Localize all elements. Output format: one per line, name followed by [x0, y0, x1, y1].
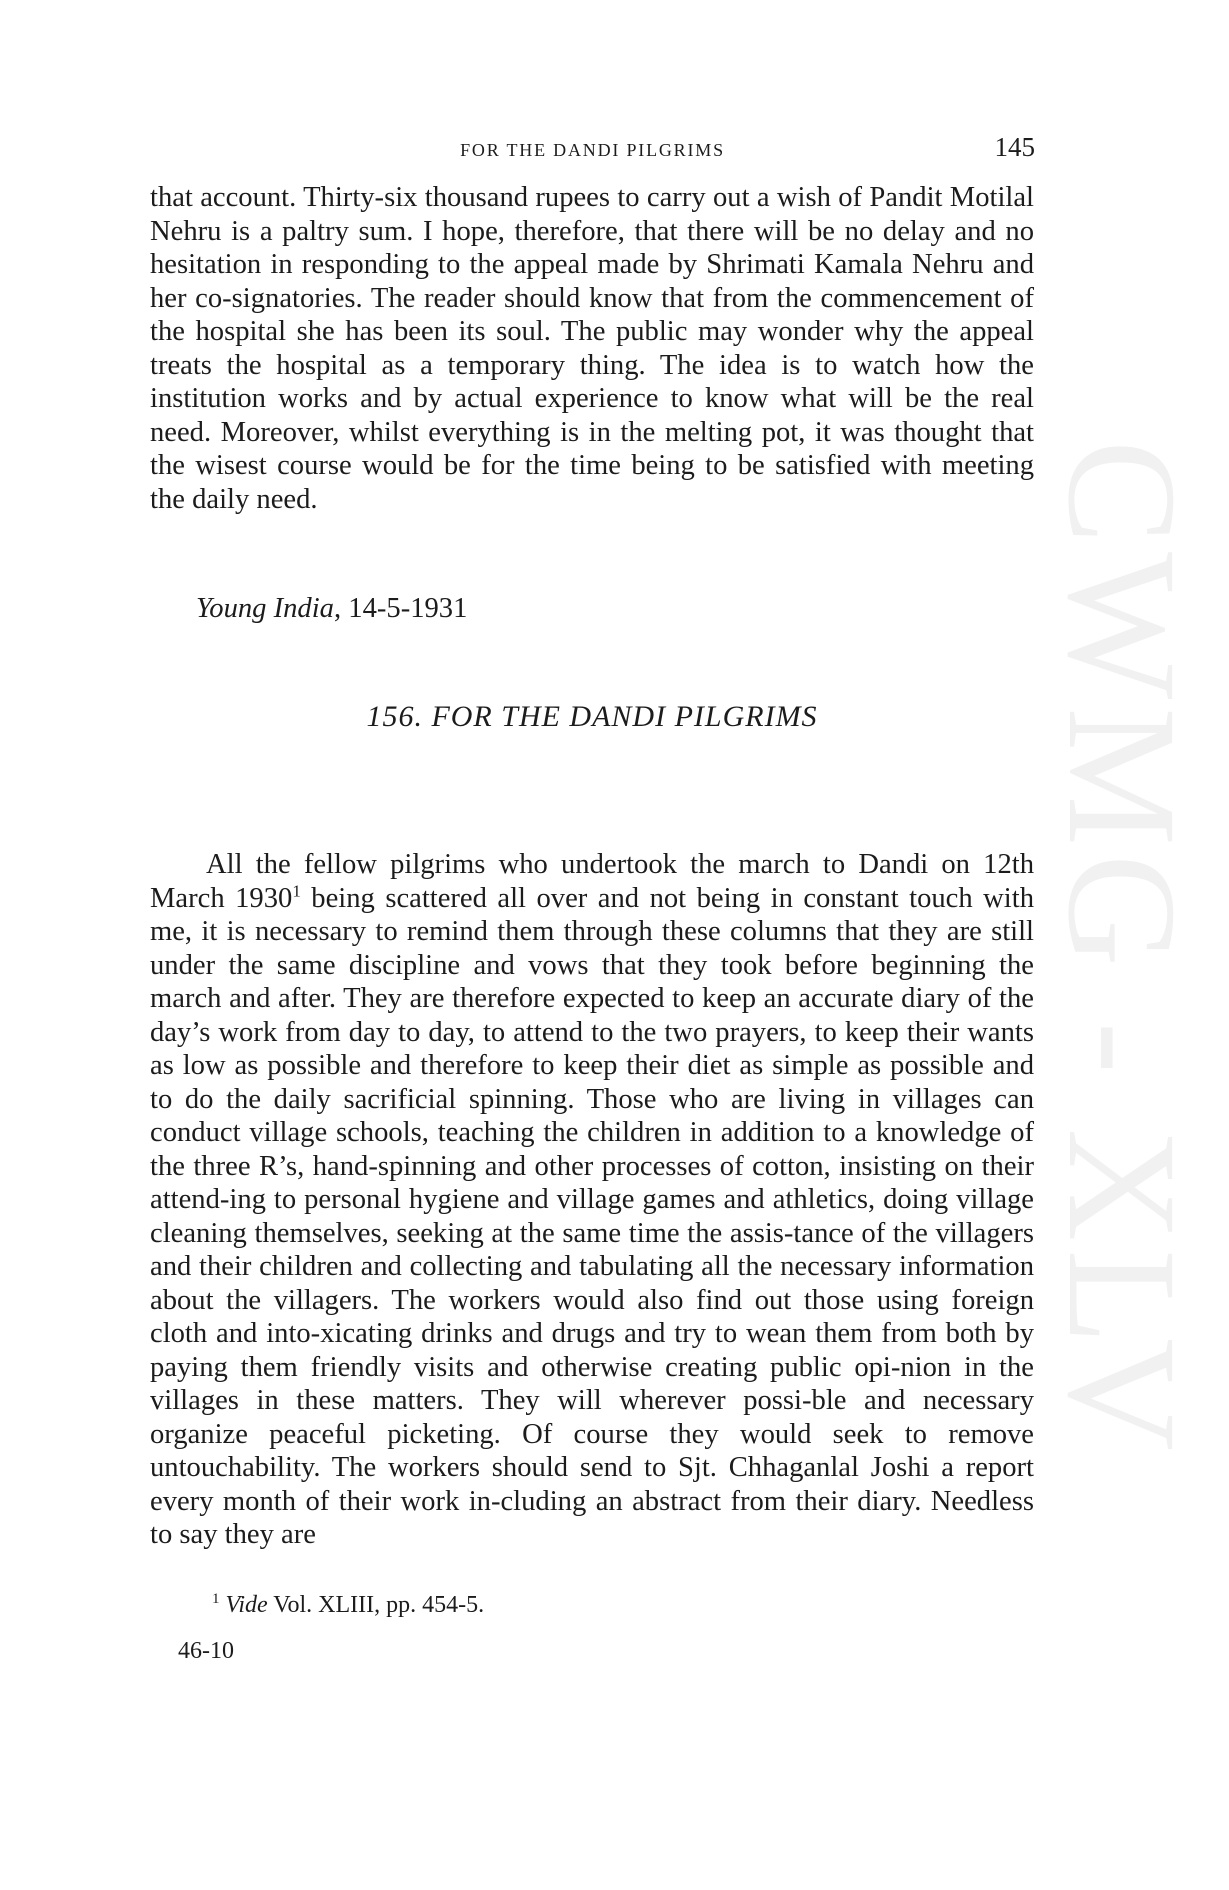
page-number: 145 [994, 132, 1035, 162]
paragraph-text-before-ref: All the fellow pilgrims who undertook the march to Dandi on 12th March 1930 [150, 849, 1034, 914]
source-date: , 14-5-1931 [333, 593, 468, 624]
signature-mark: 46-10 [178, 1638, 234, 1664]
running-title: FOR THE DANDI PILGRIMS [460, 140, 725, 160]
footnote-text: Vol. XLIII, pp. 454-5. [267, 1592, 485, 1618]
watermark-text: CWMG - XLVI [1036, 440, 1209, 1450]
footnote [212, 1592, 484, 1619]
footnote-reference: 1 [292, 880, 301, 900]
source-publication: Young India [196, 593, 334, 624]
paragraph-dandi-pilgrims [150, 848, 1034, 1552]
paragraph-text-after-ref: being scattered all over and not being in constant touch with me, it is necessary to remind them through these columns that they are still under the same discipline and vows that they took before beginning the march and after. They are therefore expected to keep an accurate diary of the day’s work from day to day, to attend to the two prayers, to keep their wants as low as possible and therefore to keep their diet as simple as possible and to do the daily sacrificial spinning. Those who are living in villages can conduct village schools, teaching the children in addition to a knowledge of the three R’s, hand-spinning and other processes of cotton, insisting on their attend-ing to personal hygiene and village games and athletics, doing village cleaning themselves, seeking at the same time the assis-tance of the villagers and their children and collecting and tabulating all the necessary information about the villagers. The workers would also find out those using foreign cloth and into-xicating drinks and drugs and try to wean them from both by paying them friendly visits and otherwise creating public opi-nion in the villages in these matters. They will wherever possi-ble and necessary organize peaceful picketing. Of course they would seek to remove untouchability. The workers should send to Sjt. Chhaganlal Joshi a report every month of their work in-cluding an abstract from their diary. Needless to say they are [150, 882, 1034, 1550]
section-heading: 156. FOR THE DANDI PILGRIMS [366, 700, 818, 733]
footnote-mark: 1 [212, 1591, 220, 1607]
paragraph-continued: that account. Thirty-six thousand rupees to carry out a wish of Pandit Motilal Nehru is a paltry sum. I hope, therefore, that there will be no delay and no hesitation in responding to the appeal made by Shrimati Kamala Nehru and her co-signatories. The reader should know that from the commencement of the hospital she has been its soul. The public may wonder why the appeal treats the hospital as a temporary thing. The idea is to watch how the institution works and by actual experience to know what will be the real need. Moreover, whilst everything is in the melting pot, it was thought that the wisest course would be for the time being to be satisfied with meeting the daily need. [150, 182, 1034, 515]
running-head [150, 132, 1035, 172]
footnote-vide: Vide [225, 1592, 268, 1618]
source-citation [196, 593, 467, 625]
